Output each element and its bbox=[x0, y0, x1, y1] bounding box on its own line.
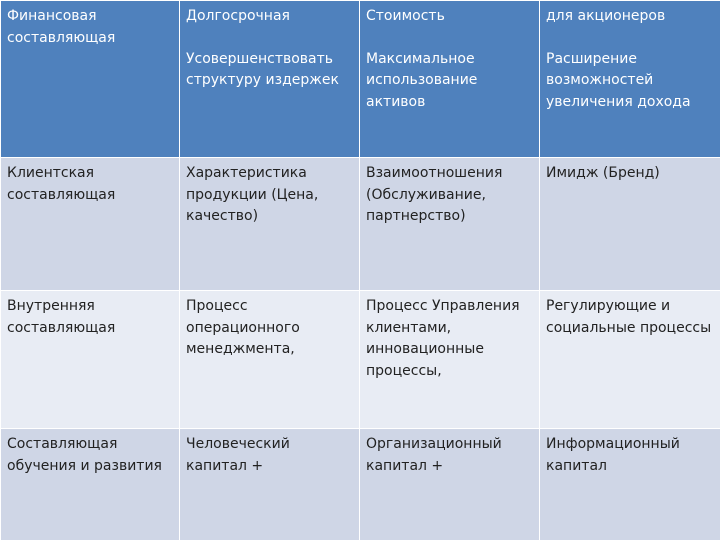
financial-cell-2-bottom: Максимальное использование активов bbox=[366, 49, 533, 114]
internal-cell-1: Процесс операционного менеджмента, bbox=[180, 291, 360, 429]
table-row-financial bbox=[1, 1, 720, 158]
row-label-customer: Клиентская составляющая bbox=[1, 158, 180, 291]
learning-cell-2: Организационный капитал + bbox=[360, 429, 540, 541]
customer-cell-2: Взаимоотношения (Обслуживание, партнерство) bbox=[360, 158, 540, 291]
financial-cell-3 bbox=[540, 1, 720, 158]
financial-cell-1 bbox=[180, 1, 360, 158]
financial-cell-3-top: для акционеров bbox=[546, 6, 714, 28]
financial-cell-2 bbox=[360, 1, 540, 158]
table-row-internal bbox=[1, 291, 720, 429]
learning-cell-1: Человеческий капитал + bbox=[180, 429, 360, 541]
row-label-financial: Финансовая составляющая bbox=[1, 1, 180, 158]
customer-cell-3: Имидж (Бренд) bbox=[540, 158, 720, 291]
table-row-learning bbox=[1, 429, 720, 541]
financial-cell-3-bottom: Расширение возможностей увеличения дохода bbox=[546, 49, 714, 114]
row-label-learning: Составляющая обучения и развития bbox=[1, 429, 180, 541]
customer-cell-1: Характеристика продукции (Цена, качество) bbox=[180, 158, 360, 291]
row-label-internal: Внутренняя составляющая bbox=[1, 291, 180, 429]
learning-cell-3: Информационный капитал bbox=[540, 429, 720, 541]
internal-cell-3: Регулирующие и социальные процессы bbox=[540, 291, 720, 429]
financial-cell-2-top: Стоимость bbox=[366, 6, 533, 28]
internal-cell-2: Процесс Управления клиентами, инновационные процессы, bbox=[360, 291, 540, 429]
financial-cell-1-top: Долгосрочная bbox=[186, 6, 353, 28]
table-row-customer bbox=[1, 158, 720, 291]
financial-cell-1-bottom: Усовершенствовать структуру издержек bbox=[186, 49, 353, 92]
